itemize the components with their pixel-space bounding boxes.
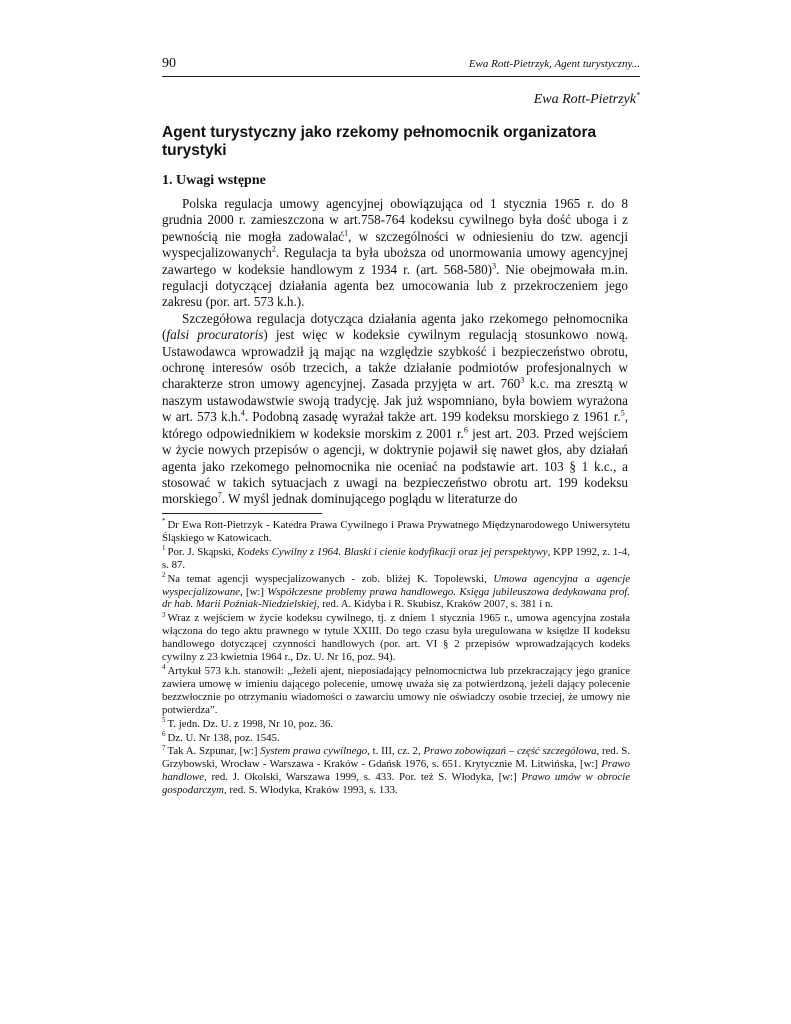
footnote-6 xyxy=(162,729,630,745)
text-run: . Podobną zasadę wyrażał także art. 199 kodeksu morskiego z 1961 r. xyxy=(244,409,621,425)
footnote-5 xyxy=(162,718,630,731)
footnote-7 xyxy=(162,745,630,797)
text-run: , którego odpowiednikiem w kodeksie morskim z 2001 r. xyxy=(162,409,628,441)
article-body xyxy=(162,196,628,508)
paragraph-1 xyxy=(162,196,628,311)
text-run: k.c. ma zresztą w naszym ustawodawstwie swoją tradycję. Jak już wspomniano, była bowiem wyrażona w art. 573 k.h. xyxy=(162,376,628,425)
text-run: . W myśl jednak dominującego poglądu w literaturze do xyxy=(221,491,518,507)
footnote-divider xyxy=(162,513,322,514)
footnote-text: , KPP 1992, z. 1-4, s. 87. xyxy=(162,545,630,571)
article-title: Agent turystyczny jako rzekomy pełnomocnik organizatora turystyki xyxy=(162,124,597,159)
footnote-text: , red. S. Włodyka, Kraków 1993, s. 133. xyxy=(223,784,398,797)
footnote-text: , red. J. Okolski, Warszawa 1999, s. 433. Por. też S. Włodyka, [w:] xyxy=(204,771,522,784)
footnote-text: , red. S. Grzybowski, Wrocław - Warszawa - Kraków - Gdańsk 1976, s. 651. Krytycznie M. Litwińska, [w:] xyxy=(162,745,630,771)
running-header xyxy=(162,56,640,77)
footnote-ref: 7 xyxy=(217,490,222,500)
footnote-italic: Prawo umów w obrocie gospodarczym xyxy=(162,771,630,797)
italic-term: falsi procuratoris xyxy=(166,327,264,343)
text-run: Szczegółowa regulacja dotycząca działania agenta jako rzekomego pełnomocnika ( xyxy=(162,310,628,343)
footnote-italic: Umowa agencyjna a agencje wyspecjalizowane xyxy=(162,572,631,598)
footnote-number: 2 xyxy=(162,571,166,580)
footnote-text: , red. A. Kidyba i R. Skubisz, Kraków 2007, s. 381 i n. xyxy=(316,598,554,611)
text-run: jest art. 203. Przed wejściem w życie nowych przepisów o agencji, w doktrynie pojawił się nawet głos, aby działań agenta jako rzekomego pełnomocnika nie oceniać na podstawie art. 103 § 1 k.c., a stosować w takich sytuacjach z uwagi na bezpieczeństwo obrotu art. 199 kodeksu morskiego xyxy=(162,425,628,507)
section-heading: 1. Uwagi wstępne xyxy=(162,173,266,188)
footnote-text: Dr Ewa Rott-Pietrzyk - Katedra Prawa Cywilnego i Prawa Prywatnego Międzynarodowego Uniwersytetu Śląskiego w Katowicach. xyxy=(162,519,630,544)
footnote-text: T. jedn. Dz. U. z 1998, Nr 10, poz. 36. xyxy=(167,717,334,730)
text-run: ) jest więc w kodeksie cywilnym regulacją stosunkowo nową. Ustawodawca wprowadził ją mając na względzie szybkość i bezpieczeństwo obrotu, ochronę interesów osób trzecich, a także działanie podmiotów profesjonalnych w charakterze stron umowy agencyjnej. Zasada przyjęta w art. 760 xyxy=(162,327,628,392)
text-run: Polska regulacja umowy agencyjnej obowiązująca od 1 stycznia 1965 r. do 8 grudnia 2000 r. zamieszczona w art.758-764 kodeksu cywilnego była dość uboga i z pewnością nie mogła zadowalać xyxy=(162,196,628,244)
footnote-text: Wraz z wejściem w życie kodeksu cywilnego, tj. z dniem 1 stycznia 1965 r., umowa agencyjna została włączona do tego aktu prawnego w tytule XXIII. Do tego czasu była uregulowana w księdze II kodeksu handlowego dotyczącej czynności handlowych (por. art. VI § 2 przepisów wprowadzających kodeks cywilny z 23 kwietnia 1964 r., Dz. U. Nr 16, poz. 94). xyxy=(162,612,630,664)
footnote-number: 3 xyxy=(162,610,166,619)
footnote-text: Na temat agencji wyspecjalizowanych - zob. bliżej K. Topolewski, xyxy=(167,572,494,585)
footnote-italic: Współczesne problemy prawa handlowego. Księga jubileuszowa dedykowana prof. dr hab. Marii Poźniak-Niedzielskiej xyxy=(162,585,630,611)
footnote-italic: Prawo handlowe xyxy=(162,758,630,784)
footnote-ref: 5 xyxy=(620,408,625,418)
footnote-ref: 1 xyxy=(344,228,349,238)
footnote-number: 5 xyxy=(162,716,166,724)
footnotes xyxy=(162,519,630,798)
footnote-text: Artykuł 573 k.h. stanowił: „Jeżeli ajent, nieposiadający pełnomocnictwa lub przekraczający jego granice zawiera umowę w imieniu dającego polecenie, umowę uważa się za potwierdzoną, jeżeli dający polecenie bezzwłocznie po otrzymaniu wiadomości o zawarciu umowy nie oświadczy osobie trzeciej, że umowy nie potwierdza”. xyxy=(162,664,630,716)
footnote-ref: 2 xyxy=(271,244,276,254)
author-name: Ewa Rott-Pietrzyk xyxy=(533,92,636,107)
author-line xyxy=(534,92,640,108)
footnote-1 xyxy=(162,546,630,572)
footnote-number: 6 xyxy=(162,729,166,738)
text-run: , w szczególności w odniesieniu do tzw. agencji wyspecjalizowanych xyxy=(162,228,628,261)
footnote-italic: Kodeks Cywilny z 1964. Blaski i cienie kodyfikacji oraz jej perspektywy xyxy=(236,545,548,558)
footnote-2 xyxy=(162,573,630,612)
footnote-text: Tak A. Szpunar, [w:] xyxy=(167,745,261,758)
text-run: . Nie obejmowała m.in. regulacji dotyczącej działania agenta bez umocowania lub z przekroczeniem jego zakresu (por. art. 573 k.h.). xyxy=(162,261,628,310)
footnote-italic: System prawa cywilnego xyxy=(260,745,368,758)
author-footnote-marker: * xyxy=(636,90,640,100)
running-title: Ewa Rott-Pietrzyk, Agent turystyczny... xyxy=(468,58,640,70)
footnote-ref: 6 xyxy=(463,425,468,435)
footnote-text: Dz. U. Nr 138, poz. 1545. xyxy=(167,731,280,744)
paragraph-2 xyxy=(162,311,628,508)
page-number: 90 xyxy=(162,56,176,71)
footnote-number: * xyxy=(162,517,166,526)
footnote-ref: 4 xyxy=(240,408,245,418)
footnote-number: 4 xyxy=(162,663,166,672)
footnote-text: , t. III, cz. 2, xyxy=(367,745,424,758)
text-run: . Regulacja ta była uboższa od unormowania umowy agencyjnej zawartego w kodeksie handlowym z 1934 r. (art. 568-580) xyxy=(162,245,628,277)
footnote-italic: Prawo zobowiązań – część szczególowa xyxy=(423,745,597,758)
footnote-number: 7 xyxy=(162,743,166,752)
footnote-ref: 3 xyxy=(492,261,497,271)
footnote-ref: 3 xyxy=(520,376,525,386)
footnote-text: Por. J. Skąpski, xyxy=(167,545,237,558)
footnote-author xyxy=(162,519,630,545)
footnote-3 xyxy=(162,612,630,664)
footnote-number: 1 xyxy=(162,544,166,553)
footnote-4 xyxy=(162,665,630,717)
footnote-text: , [w:] xyxy=(239,585,268,598)
